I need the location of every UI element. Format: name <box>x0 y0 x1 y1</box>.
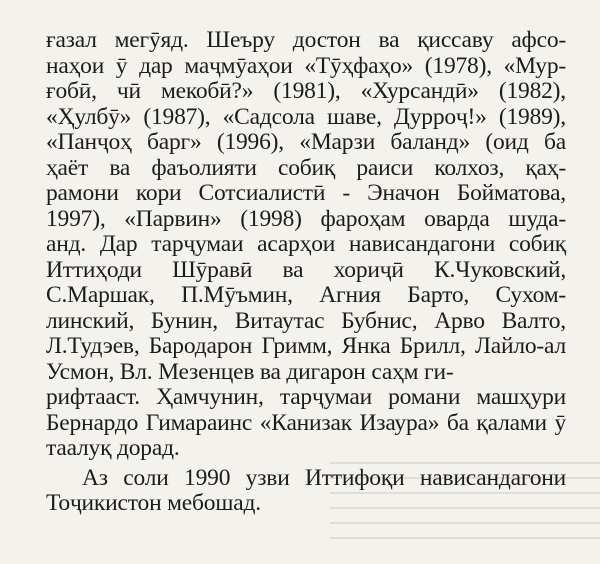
text-line: Аз соли 1990 узви Иттифоқи нависандагони <box>82 464 566 491</box>
text-line: ғобӣ, чӣ мекобӣ?» (1981), «Хурсандӣ» (1982), <box>46 78 566 104</box>
text-line: ҳаёт ва фаъолияти собиқ раиси колхоз, қаҳ- <box>46 154 566 181</box>
text-line: наҳои ӯ дар маҷмӯаҳои «Тӯҳфаҳо» (1978), «Мур- <box>46 52 566 79</box>
text-line: ғазал мегӯяд. Шеъру достон ва қиссаву афсо- <box>46 27 566 53</box>
text-line: «Ҳулбӯ» (1987), «Садсола шаве, Дурроҷ!» (1989), <box>46 103 566 130</box>
text-line: линский, Бунин, Витаутас Бубнис, Арво Валто, <box>46 307 566 334</box>
text-line: рифтааст. Ҳамчунин, тарҷумаи романи машҳури <box>46 384 566 410</box>
paragraph-membership <box>46 466 566 517</box>
text-line: Иттиҳоди Шӯравӣ ва хориҷӣ К.Чуковский, <box>46 256 566 283</box>
text-line-split: Бернардо Гимараинс «Канизак Изаура» ба қалами ӯ таалуқ дорад. <box>46 409 566 461</box>
text-line: рамони кори Сотсиалистӣ - Эначон Бойматова, <box>46 180 566 206</box>
paragraph-biography <box>46 28 566 462</box>
text-line: Тоҷикистон мебошад. <box>46 490 261 516</box>
body-text <box>46 28 566 517</box>
text-line: С.Маршак, П.Мӯъмин, Агния Барто, Сухом- <box>46 282 566 308</box>
text-line: 1997), «Парвин» (1998) фароҳам оварда шуда- <box>46 205 566 232</box>
text-line: анд. Дар тарҷумаи асарҳои нависандагони собиқ <box>46 231 566 257</box>
text-line: «Панҷоҳ барг» (1996), «Марзи баланд» (оид ба <box>46 129 566 155</box>
text-line-split: Л.Тудэев, Бародарон Гримм, Янка Брилл, Лайло-ал Усмон, Вл. Мезенцев ва дигарон саҳм ги- <box>46 333 566 385</box>
